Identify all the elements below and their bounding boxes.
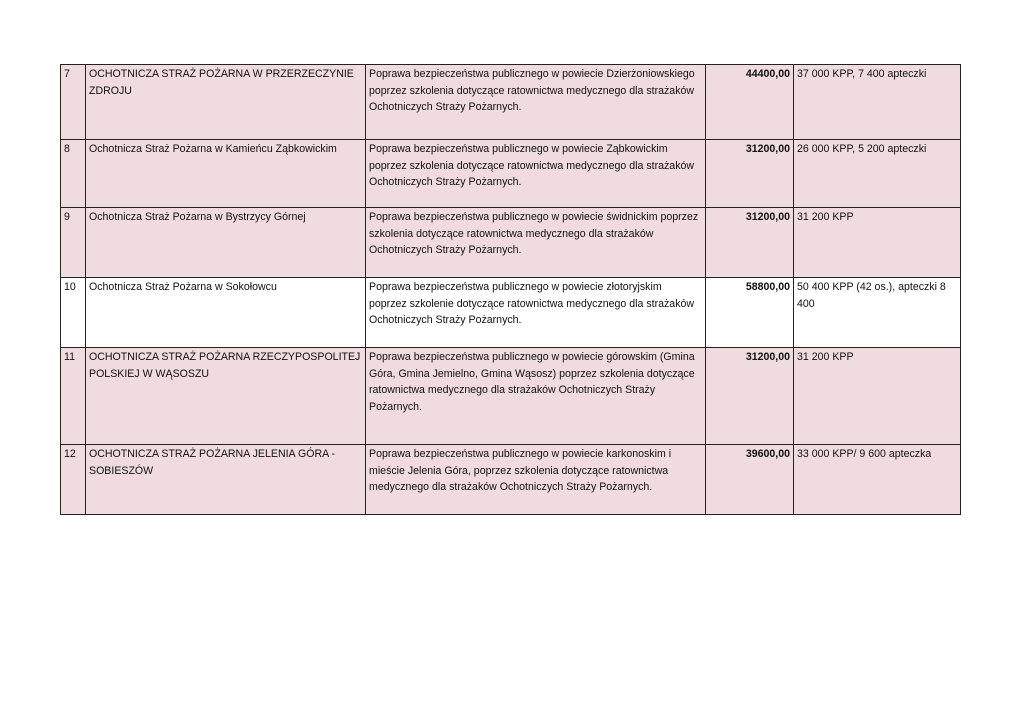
- organization-name: Ochotnicza Straż Pożarna w Bystrzycy Górnej: [86, 208, 366, 278]
- row-number: 9: [61, 208, 86, 278]
- organization-name: OCHOTNICZA STRAŻ POŻARNA RZECZYPOSPOLITEJ POLSKIEJ W WĄSOSZU: [86, 348, 366, 445]
- project-description: Poprawa bezpieczeństwa publicznego w powiecie karkonoskim i mieście Jelenia Góra, poprzez szkolenia dotyczące ratownictwa medycznego dla strażaków Ochotniczych Straży Pożarnych.: [366, 445, 706, 515]
- table-row: [61, 65, 961, 140]
- cost-breakdown: 50 400 KPP (42 os.), apteczki 8 400: [794, 278, 961, 348]
- project-description: Poprawa bezpieczeństwa publicznego w powiecie Dzierżoniowskiego poprzez szkolenia dotyczące ratownictwa medycznego dla strażaków Ochotniczych Straży Pożarnych.: [366, 65, 706, 140]
- organization-name: Ochotnicza Straż Pożarna w Sokołowcu: [86, 278, 366, 348]
- grant-amount: 31200,00: [706, 348, 794, 445]
- row-number: 8: [61, 140, 86, 208]
- table-row: [61, 140, 961, 208]
- grant-amount: 39600,00: [706, 445, 794, 515]
- grant-amount: 44400,00: [706, 65, 794, 140]
- row-number: 7: [61, 65, 86, 140]
- row-number: 12: [61, 445, 86, 515]
- row-number: 11: [61, 348, 86, 445]
- organization-name: OCHOTNICZA STRAŻ POŻARNA W PRZERZECZYNIE ZDROJU: [86, 65, 366, 140]
- cost-breakdown: 31 200 KPP: [794, 208, 961, 278]
- cost-breakdown: 37 000 KPP, 7 400 apteczki: [794, 65, 961, 140]
- project-description: Poprawa bezpieczeństwa publicznego w powiecie górowskim (Gmina Góra, Gmina Jemielno, Gmina Wąsosz) poprzez szkolenia dotyczące ratownictwa medycznego dla strażaków Ochotniczych Straży Pożarnych.: [366, 348, 706, 445]
- table-row: [61, 348, 961, 445]
- grants-table: [60, 64, 961, 515]
- cost-breakdown: 26 000 KPP, 5 200 apteczki: [794, 140, 961, 208]
- grant-amount: 58800,00: [706, 278, 794, 348]
- organization-name: OCHOTNICZA STRAŻ POŻARNA JELENIA GÓRA - SOBIESZÓW: [86, 445, 366, 515]
- project-description: Poprawa bezpieczeństwa publicznego w powiecie świdnickim poprzez szkolenia dotyczące ratownictwa medycznego dla strażaków Ochotniczych Straży Pożarnych.: [366, 208, 706, 278]
- grant-amount: 31200,00: [706, 140, 794, 208]
- row-number: 10: [61, 278, 86, 348]
- cost-breakdown: 33 000 KPP/ 9 600 apteczka: [794, 445, 961, 515]
- organization-name: Ochotnicza Straż Pożarna w Kamieńcu Ząbkowickim: [86, 140, 366, 208]
- project-description: Poprawa bezpieczeństwa publicznego w powiecie złotoryjskim poprzez szkolenie dotyczące ratownictwa medycznego dla strażaków Ochotniczych Straży Pożarnych.: [366, 278, 706, 348]
- grant-amount: 31200,00: [706, 208, 794, 278]
- table-row: [61, 445, 961, 515]
- table-row: [61, 278, 961, 348]
- cost-breakdown: 31 200 KPP: [794, 348, 961, 445]
- table-row: [61, 208, 961, 278]
- grants-table-body: [61, 65, 961, 515]
- project-description: Poprawa bezpieczeństwa publicznego w powiecie Ząbkowickim poprzez szkolenia dotyczące ratownictwa medycznego dla strażaków Ochotniczych Straży Pożarnych.: [366, 140, 706, 208]
